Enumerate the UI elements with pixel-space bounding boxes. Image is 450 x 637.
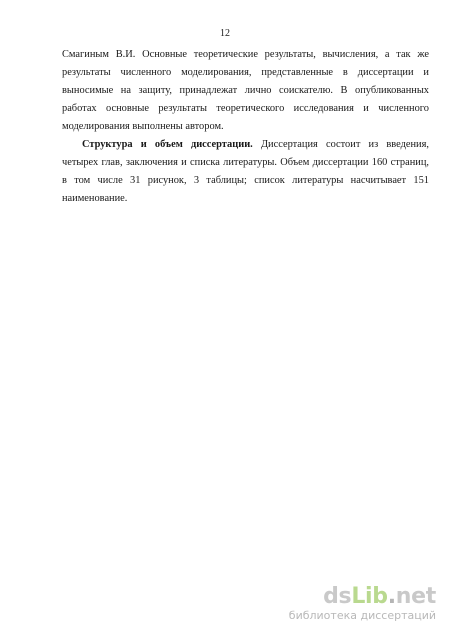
text-line (82, 136, 429, 154)
text-line: работах основные результаты теоретического исследования и численного (62, 103, 429, 114)
text-line: Смагиным В.И. Основные теоретические результаты, вычисления, а так же (62, 49, 429, 60)
text-line: моделирования выполнены автором. (62, 121, 224, 132)
page-number: 12 (220, 28, 230, 39)
text-line: выносимые на защиту, принадлежат лично соискателю. В опубликованных (62, 85, 429, 96)
text-line: наименование. (62, 193, 128, 204)
watermark-subtitle: библиотека диссертаций (288, 609, 436, 622)
text-line: результаты численного моделирования, представленные в диссертации и (62, 67, 429, 78)
text-line: в том числе 31 рисунок, 3 таблицы; список литературы насчитывает 151 (62, 175, 429, 186)
text-line: четырех глав, заключения и списка литературы. Объем диссертации 160 страниц, (62, 157, 429, 168)
dslib-watermark (286, 585, 436, 625)
section-heading: Структура и объем диссертации. (82, 139, 253, 150)
heading-continuation: Диссертация состоит из введения, (252, 139, 429, 150)
dslib-logo: dsLib.net (323, 584, 436, 609)
